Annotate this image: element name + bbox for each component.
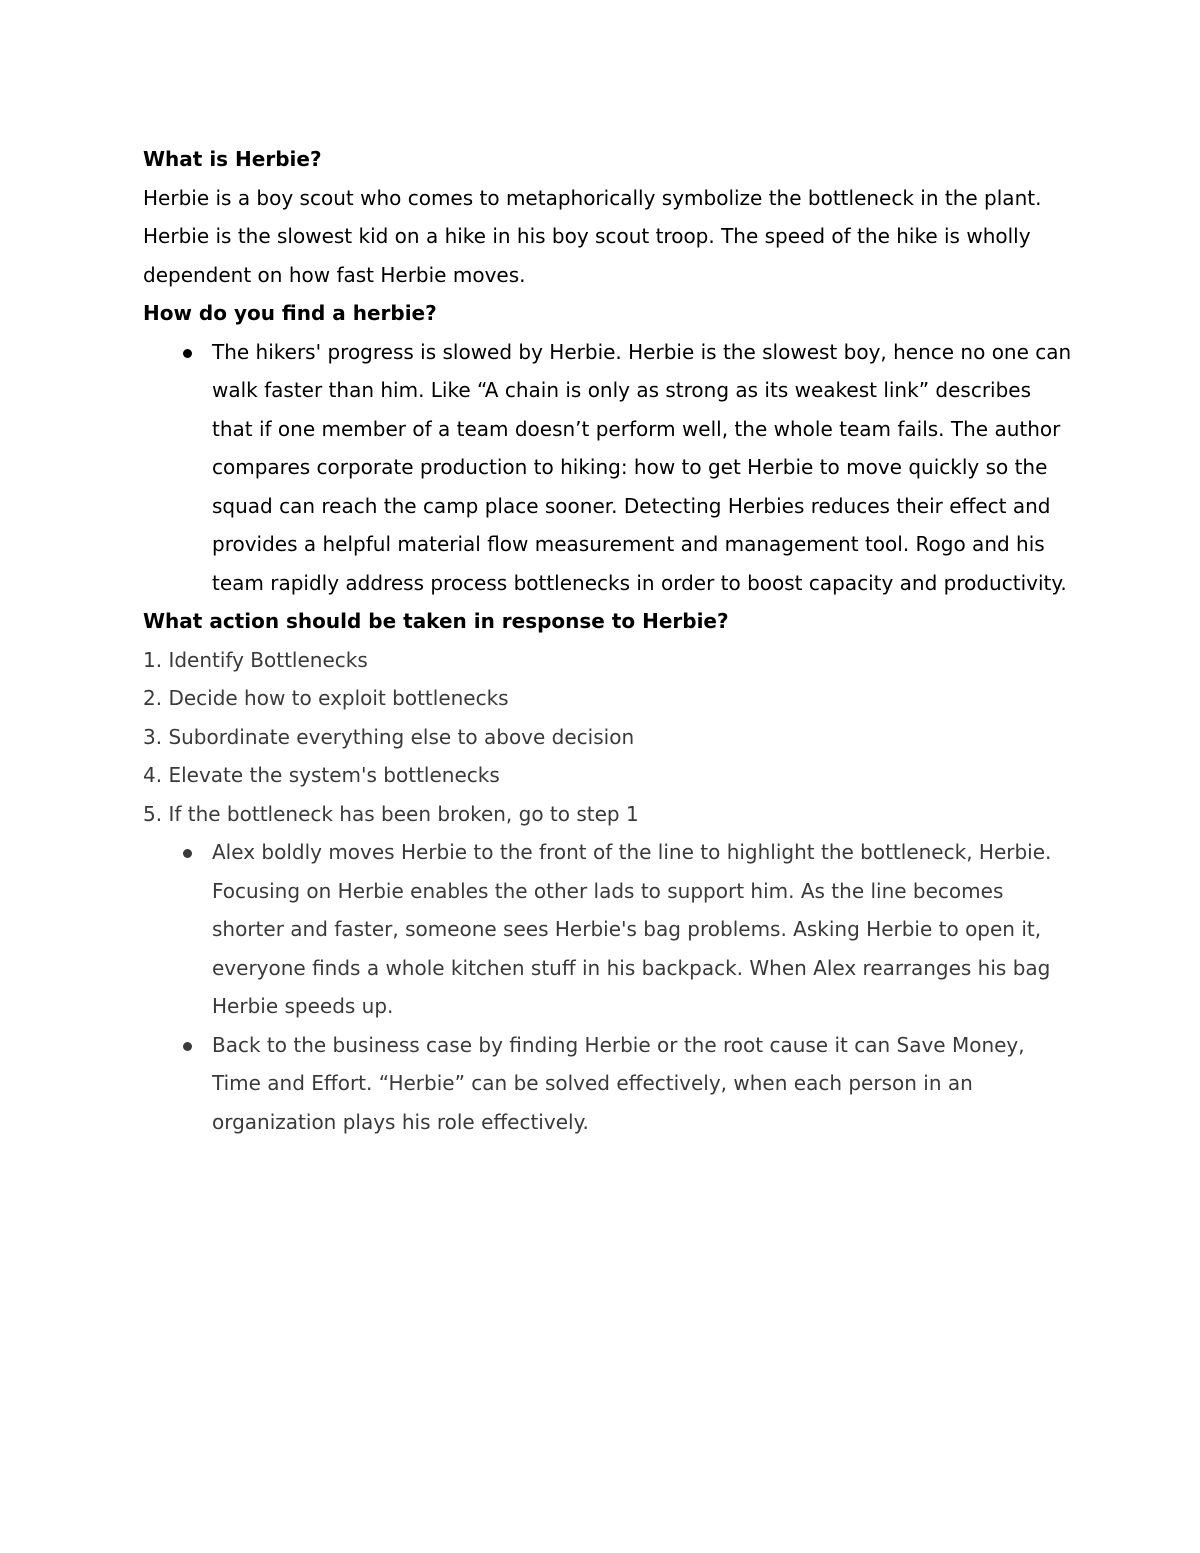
bullet-text: Alex boldly moves Herbie to the front of the line to highlight the bottleneck, Herbie. Focusing on Herbie enables the other lads to support him. As the line becomes shorter and faster, someone sees Herbie's bag problems. Asking Herbie to open it, everyone finds a whole kitchen stuff in his backpack. When Alex rearranges his bag Herbie speeds up. [212, 840, 1052, 1018]
bullet-icon [183, 849, 192, 858]
bullet-list-action [143, 833, 1073, 1141]
list-item: 1. Identify Bottlenecks [143, 647, 368, 672]
list-item [143, 1026, 1073, 1142]
heading-what-is-herbie: What is Herbie? [143, 147, 322, 171]
bullet-icon [183, 349, 192, 358]
document-page [143, 140, 1073, 1141]
bullet-text: Back to the business case by finding Herbie or the root cause it can Save Money, Time and Effort. “Herbie” can be solved effectively, when each person in an organization plays his role effectively. [212, 1032, 1025, 1134]
bullet-list-find-herbie [143, 333, 1073, 603]
numbered-steps-list [143, 641, 1073, 834]
heading-action-response: What action should be taken in response to Herbie? [143, 609, 729, 633]
paragraph-herbie-definition: Herbie is a boy scout who comes to metaphorically symbolize the bottleneck in the plant. Herbie is the slowest kid on a hike in his boy scout troop. The speed of the hike is wholly dependent on how fast Herbie moves. [143, 185, 1042, 287]
list-item: 5. If the bottleneck has been broken, go to step 1 [143, 801, 639, 826]
bullet-icon [183, 1042, 192, 1051]
list-item: 4. Elevate the system's bottlenecks [143, 763, 500, 787]
list-item: 3. Subordinate everything else to above decision [143, 724, 635, 749]
list-item: 2. Decide how to exploit bottlenecks [143, 686, 509, 710]
list-item [143, 333, 1073, 603]
heading-how-find-herbie: How do you find a herbie? [143, 301, 437, 325]
list-item [143, 833, 1073, 1026]
bullet-text: The hikers' progress is slowed by Herbie. Herbie is the slowest boy, hence no one can walk faster than him. Like “A chain is only as strong as its weakest link” describes that if one member of a team doesn’t perform well, the whole team fails. The author compares corporate production to hiking: how to get Herbie to move quickly so the squad can reach the camp place sooner. Detecting Herbies reduces their effect and provides a helpful material flow measurement and management tool. Rogo and his team rapidly address process bottlenecks in order to boost capacity and productivity. [212, 339, 1072, 595]
